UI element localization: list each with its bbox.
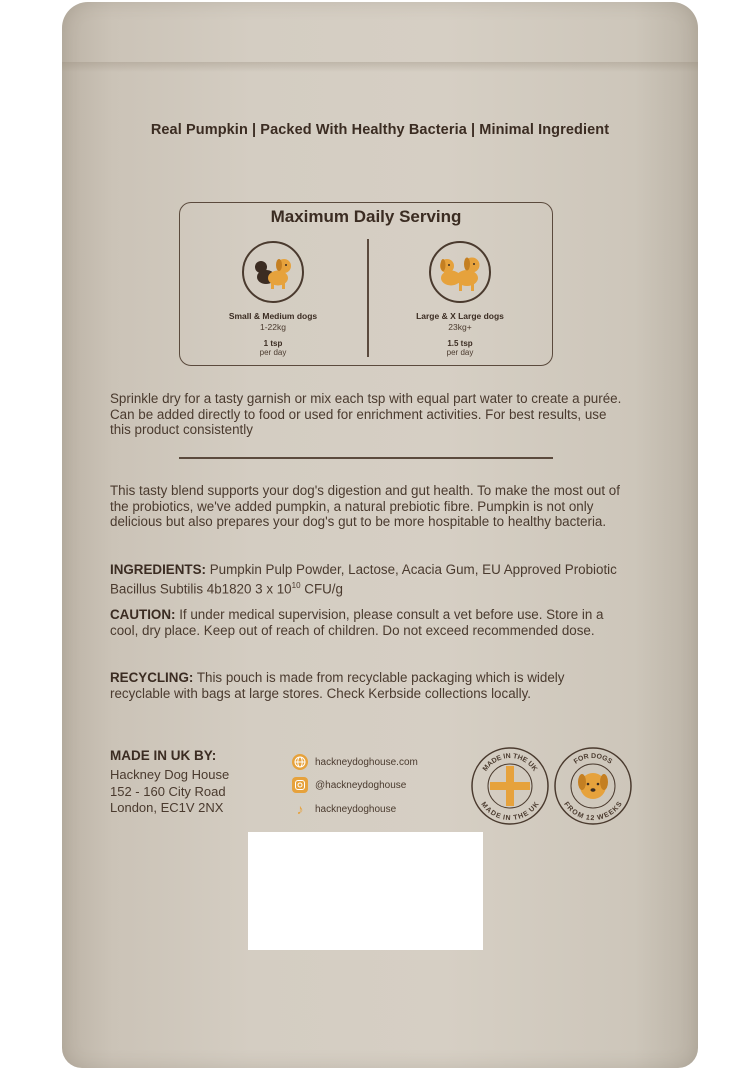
ingredients-label: INGREDIENTS: <box>110 562 206 577</box>
small-amount: 1 tsp <box>263 339 283 348</box>
serving-small <box>180 241 366 357</box>
maker-line2: 152 - 160 City Road <box>110 783 226 799</box>
social-web <box>292 754 418 770</box>
small-label: Small & Medium dogs <box>228 311 318 321</box>
globe-icon <box>292 754 308 770</box>
section-divider <box>179 457 553 459</box>
age-badge-bottom: FROM 12 WEEKS <box>562 800 624 823</box>
uk-badge-bottom: MADE IN THE UK <box>479 801 541 823</box>
maker-line3: London, EC1V 2NX <box>110 800 224 815</box>
ingredients-text: Pumpkin Pulp Powder, Lactose, Acacia Gum, EU Approved Probiotic Bacillus Subtilis 4b1820 3 x 10 <box>110 562 617 597</box>
web-text: hackneydoghouse.com <box>315 756 418 768</box>
svg-text:FROM 12 WEEKS <box>562 801 624 822</box>
serving-box <box>179 202 553 366</box>
recycling-label: RECYCLING: <box>110 670 194 685</box>
ingredients <box>110 562 628 597</box>
description-text: This tasty blend supports your dog's digestion and gut health. To make the most out of the probiotics, we've added pumpkin, a natural prebiotic fibre. Pumpkin is not only delicious but also prepares your dog's gut to be more hospitable to healthy bacteria. <box>110 483 620 530</box>
tiktok-icon: ♪ <box>296 801 304 817</box>
blank-label-area <box>248 832 483 950</box>
ingredients-exponent: 10 <box>291 580 301 590</box>
age-badge <box>553 746 633 826</box>
small-dogs-icon <box>242 241 304 303</box>
large-per: per day <box>446 348 474 357</box>
serving-title: Maximum Daily Serving <box>270 207 462 226</box>
tagline: Real Pumpkin | Packed With Healthy Bacteria | Minimal Ingredient <box>150 122 610 138</box>
serving-large <box>367 241 553 357</box>
ingredients-unit: CFU/g <box>300 581 343 597</box>
caution-text: If under medical supervision, please consult a vet before use. Store in a cool, dry place. Keep out of reach of children. Do not exceed recommended dose. <box>110 607 604 638</box>
instagram-text: @hackneydoghouse <box>315 779 407 791</box>
maker-title: MADE IN UK BY: <box>110 748 217 763</box>
instagram-icon <box>292 777 308 793</box>
maker-address <box>110 767 229 817</box>
directions-text: Sprinkle dry for a tasty garnish or mix each tsp with equal part water to create a purée. Can be added directly to food or used for enrichment activities. For best results, use this product consistently <box>110 391 622 438</box>
recycling-text: This pouch is made from recyclable packaging which is widely recyclable with bags at large stores. Check Kerbside collections locally. <box>110 670 565 701</box>
age-badge-top: FOR DOGS <box>572 752 614 766</box>
large-range: 23kg+ <box>448 322 472 332</box>
large-amount: 1.5 tsp <box>447 339 473 348</box>
small-range: 1-22kg <box>260 322 286 332</box>
recycling <box>110 670 628 701</box>
pouch-seal <box>62 62 698 72</box>
made-in-uk-badge <box>470 746 550 826</box>
large-dogs-icon <box>429 241 491 303</box>
social-tiktok <box>292 801 396 817</box>
uk-badge-top: MADE IN THE UK <box>481 752 539 773</box>
caution <box>110 607 628 638</box>
small-per: per day <box>259 348 287 357</box>
social-instagram <box>292 777 406 793</box>
tiktok-text: hackneydoghouse <box>315 803 397 815</box>
maker-line1: Hackney Dog House <box>110 767 230 782</box>
caution-label: CAUTION: <box>110 607 176 622</box>
large-label: Large & X Large dogs <box>416 311 504 321</box>
